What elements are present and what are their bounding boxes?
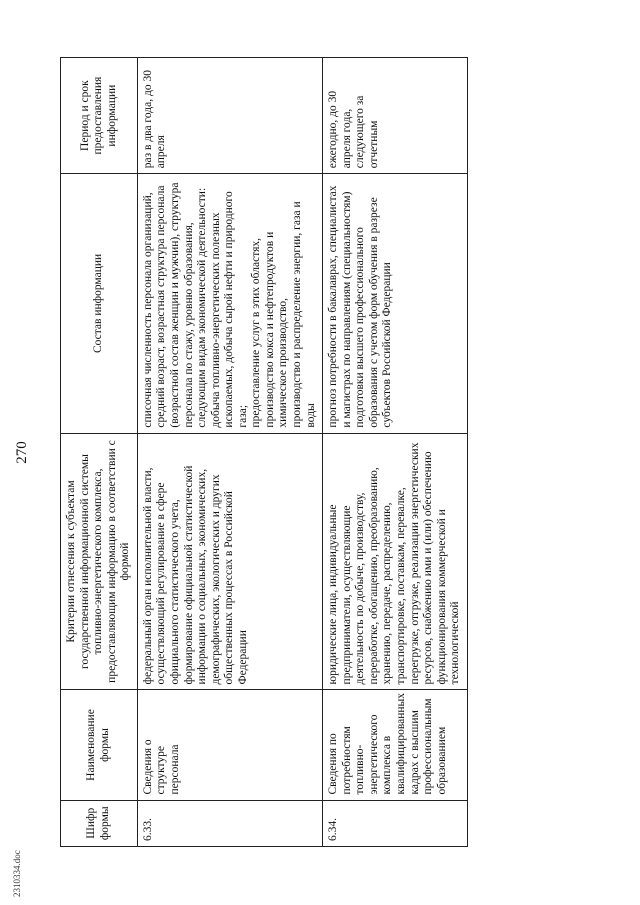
cell-criteria: федеральный орган исполнительной власти, осуществляющий регулирование в сфере официального статистического учета, формирование официальной статистической информации о социальных, экономических, демографических, экологических и других общественных процессах в Российской Федерации [137, 433, 322, 690]
cell-content: прогноз потребности в бакалаврах, специалистах и магистрах по направлениям (специальностям) подготовки высшего профессионального образования с учетом форм обучения в разрезе субъектов Российской Федерации [323, 174, 468, 433]
cell-name: Сведения по потребностям топливно-энергетического комплекса в квалифицированных кадрах с высшим профессиональным образованием [323, 690, 468, 800]
cell-criteria: юридические лица, индивидуальные предприниматели, осуществляющие деятельность по добыче, производству, переработке, обогащению, преобразованию, хранению, передаче, распределению, транспортировке, поставкам, перевалке, перегрузке, отгрузке, реализации энергетических ресурсов, снабжению ими и (или) обеспечению функционирования коммерческой и технологической [323, 433, 468, 690]
table-body [137, 58, 467, 847]
cell-period: ежегодно, до 30 апреля года, следующего за отчетным [323, 58, 468, 174]
table-row [137, 58, 322, 847]
cell-code: 6.33. [137, 800, 322, 846]
forms-table [60, 57, 468, 847]
header-content: Состав информации [61, 174, 138, 433]
header-name: Наименование формы [61, 690, 138, 800]
page-number: 270 [14, 441, 30, 464]
header-period: Период и срок предоставления информации [61, 58, 138, 174]
table-header [61, 58, 138, 847]
cell-period: раз в два года, до 30 апреля [137, 58, 322, 174]
cell-content: списочная численность персонала организаций, средний возраст, возрастная структура персонала (возрастной состав женщин и мужчин), структура персонала по стажу, уровню образования, следующим видам экономической деятельности: добыча топливно-энергетических полезных ископаемых, добыча сырой нефти и природного газа; предоставление услуг в этих областях, производство кокса и нефтепродуктов и химическое производство, производство и распределение энергии, газа и воды [137, 174, 322, 433]
table-row [323, 58, 468, 847]
header-row [61, 58, 138, 847]
header-code: Шифр формы [61, 800, 138, 846]
cell-name: Сведения о структуре персонала [137, 690, 322, 800]
cell-code: 6.34. [323, 800, 468, 846]
header-criteria: Критерии отнесения к субъектам государственной информационной системы топливно-энергетического комплекса, предоставляющим информацию в соответствии с формой [61, 433, 138, 690]
document-id: 2310334.doc [12, 850, 22, 897]
